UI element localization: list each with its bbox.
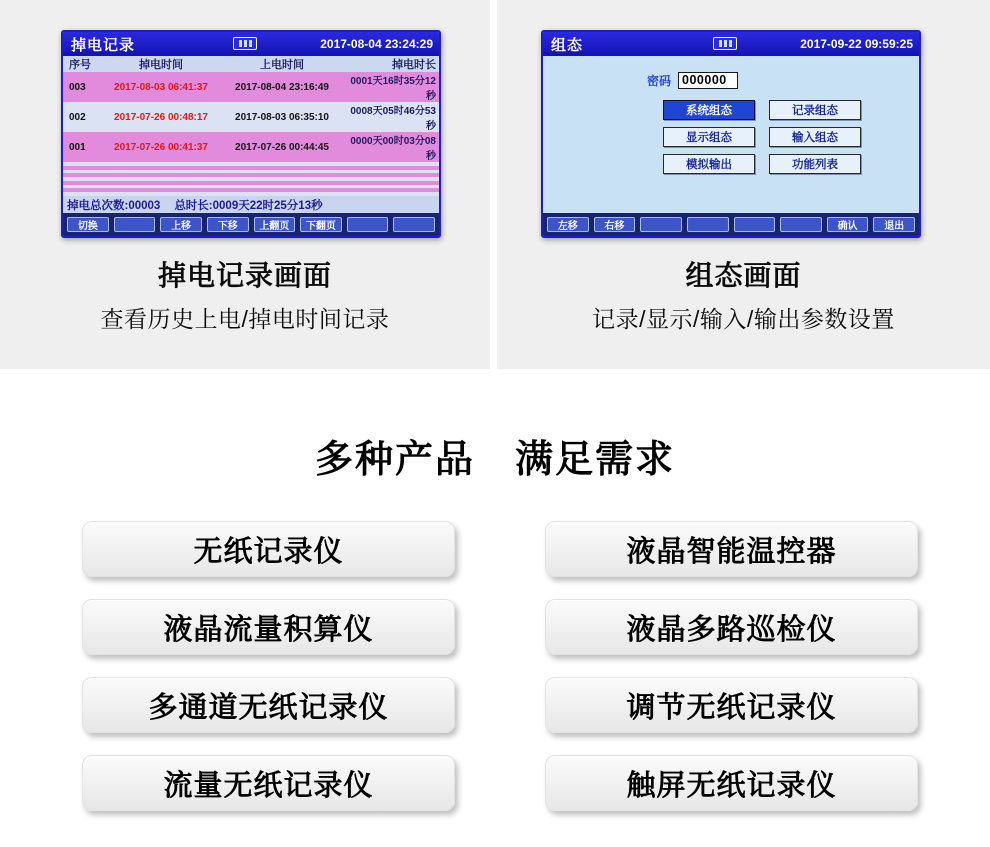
cell-duration: 0001天16时35分12秒 <box>350 76 436 102</box>
table-row <box>63 132 439 162</box>
cell-on-time: 2017-07-26 00:44:45 <box>235 141 329 153</box>
total-duration-text: 总时长:0009天22时25分13秒 <box>174 199 323 212</box>
caption-subtitle: 记录/显示/输入/输出参数设置 <box>592 306 895 332</box>
softkey-page-down[interactable]: 下翻页 <box>300 217 342 232</box>
product-button-flow-paperless-recorder[interactable]: 流量无纸记录仪 <box>82 755 455 811</box>
password-row <box>647 72 738 89</box>
table-header-row <box>63 56 439 72</box>
clock-text: 2017-09-22 09:59:25 <box>800 37 913 51</box>
product-button-paperless-recorder[interactable]: 无纸记录仪 <box>82 521 455 577</box>
col-header-poweroff-time: 掉电时间 <box>139 59 183 71</box>
product-button-lcd-temp-controller[interactable]: 液晶智能温控器 <box>545 521 918 577</box>
cell-index: 002 <box>69 111 86 123</box>
menu-button-input-config[interactable]: 输入组态 <box>769 127 861 147</box>
caption-title: 掉电记录画面 <box>157 260 332 291</box>
password-label: 密码 <box>647 74 672 88</box>
screen-title: 组态 <box>551 36 584 54</box>
cell-off-time: 2017-08-03 06:41:37 <box>114 81 208 93</box>
cell-off-time: 2017-07-26 00:41:37 <box>114 141 208 153</box>
softkey-blank[interactable] <box>687 217 729 232</box>
softkey-bar <box>543 213 919 236</box>
power-record-screen <box>61 30 441 238</box>
col-header-poweron-time: 上电时间 <box>260 59 304 71</box>
cell-on-time: 2017-08-04 23:16:49 <box>235 81 329 93</box>
softkey-switch[interactable]: 切换 <box>67 217 109 232</box>
screen-title: 掉电记录 <box>71 36 136 54</box>
cell-duration: 0008天05时46分53秒 <box>350 106 436 132</box>
cell-off-time: 2017-07-26 00:48:17 <box>114 111 208 123</box>
softkey-move-up[interactable]: 上移 <box>160 217 202 232</box>
product-button-touchscreen-recorder[interactable]: 触屏无纸记录仪 <box>545 755 918 811</box>
menu-button-system-config[interactable]: 系统组态 <box>663 100 755 120</box>
col-header-index: 序号 <box>69 59 91 71</box>
cell-index: 003 <box>69 81 86 93</box>
status-bar <box>63 196 439 213</box>
softkey-move-down[interactable]: 下移 <box>207 217 249 232</box>
caption-title: 组态画面 <box>685 260 802 291</box>
softkey-move-left[interactable]: 左移 <box>547 217 589 232</box>
cell-on-time: 2017-08-03 06:35:10 <box>235 111 329 123</box>
left-feature-panel <box>0 0 490 369</box>
softkey-blank[interactable] <box>393 217 435 232</box>
password-field[interactable]: 000000 <box>678 72 738 89</box>
softkey-confirm[interactable]: 确认 <box>827 217 869 232</box>
section-heading: 多种产品 满足需求 <box>314 439 675 481</box>
softkey-exit[interactable]: 退出 <box>873 217 915 232</box>
total-count-text: 掉电总次数:00003 <box>67 199 161 212</box>
softkey-blank[interactable] <box>114 217 156 232</box>
config-titlebar <box>543 32 919 56</box>
table-row <box>63 72 439 102</box>
softkey-page-up[interactable]: 上翻页 <box>254 217 296 232</box>
power-record-titlebar <box>63 32 439 56</box>
product-button-lcd-flow-totalizer[interactable]: 液晶流量积算仪 <box>82 599 455 655</box>
status-indicator-icon <box>233 37 257 50</box>
menu-button-record-config[interactable]: 记录组态 <box>769 100 861 120</box>
menu-button-analog-output[interactable]: 模拟输出 <box>663 154 755 174</box>
col-header-duration: 掉电时长 <box>392 59 436 71</box>
record-table-body <box>63 72 439 196</box>
clock-text: 2017-08-04 23:24:29 <box>320 37 433 51</box>
config-screen <box>541 30 921 238</box>
config-body <box>543 56 919 213</box>
softkey-blank[interactable] <box>347 217 389 232</box>
cell-index: 001 <box>69 141 86 153</box>
product-button-regulating-recorder[interactable]: 调节无纸记录仪 <box>545 677 918 733</box>
softkey-blank[interactable] <box>640 217 682 232</box>
left-caption <box>0 254 490 334</box>
menu-button-function-list[interactable]: 功能列表 <box>769 154 861 174</box>
right-feature-panel <box>497 0 990 369</box>
config-menu <box>663 100 861 174</box>
product-grid <box>82 521 918 811</box>
cell-duration: 0000天00时03分08秒 <box>350 136 436 162</box>
table-row <box>63 102 439 132</box>
caption-subtitle: 查看历史上电/掉电时间记录 <box>100 306 390 332</box>
product-button-multichannel-recorder[interactable]: 多通道无纸记录仪 <box>82 677 455 733</box>
softkey-blank[interactable] <box>734 217 776 232</box>
softkey-blank[interactable] <box>780 217 822 232</box>
status-indicator-icon <box>713 37 737 50</box>
product-button-lcd-multi-scanner[interactable]: 液晶多路巡检仪 <box>545 599 918 655</box>
right-caption <box>497 254 990 334</box>
softkey-bar <box>63 213 439 236</box>
softkey-move-right[interactable]: 右移 <box>594 217 636 232</box>
menu-button-display-config[interactable]: 显示组态 <box>663 127 755 147</box>
